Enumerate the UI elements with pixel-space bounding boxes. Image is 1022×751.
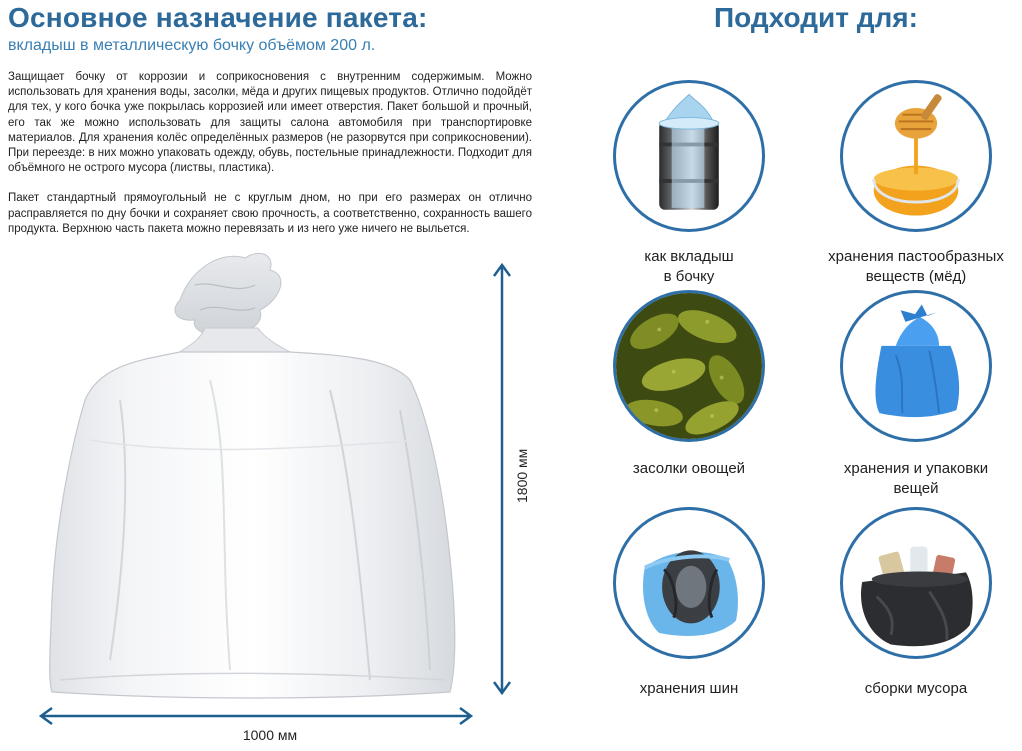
- description: [8, 70, 532, 252]
- item-label-things: хранения и упаковки вещей: [843, 460, 989, 497]
- suitable-for-title: Подходит для:: [714, 2, 918, 33]
- main-title: Основное назначение пакета:: [8, 2, 428, 33]
- height-arrow: [487, 262, 517, 696]
- blue-bag-icon: [840, 290, 992, 442]
- bag-illustration: [30, 240, 460, 710]
- subtitle: вкладыш в металлическую бочку объёмом 200 л.: [8, 37, 376, 54]
- description-paragraph-2: Пакет стандартный прямоугольный не с круглым дном, но при его размерах он отлично расправляется по дну бочки и сохраняет свою прочность, а соответственно, сохранность вашего продукта. Верхнюю часть пакета можно перевязать и из него уже ничего не выльется.: [8, 192, 532, 235]
- width-label: 1000 мм: [242, 727, 298, 743]
- description-paragraph-1: Защищает бочку от коррозии и соприкосновения с внутренним содержимым. Можно использовать для хранения воды, засолки, мёда и других пищевых продуктов. Отлично подойдёт для тех, у кого бочка уже покрылась коррозией или имеет отверстия. Пакет большой и прочный, его так же можно использовать для защиты салона автомобиля при транспортировке материалов. Для хранения колёс определённых размеров (не разорвутся при соприкосновении). При переезде: в них можно упаковать одежду, обувь, постельные принадлежности. Подходит для объёмного не острого мусора (листвы, пластика).: [8, 71, 532, 175]
- width-arrow: [38, 706, 474, 726]
- honey-jar-icon: [840, 80, 992, 232]
- trash-bag-icon: [840, 507, 992, 659]
- barrel-liner-icon: [613, 80, 765, 232]
- item-label-barrel: как вкладыш в бочку: [644, 248, 734, 285]
- tire-bag-icon: [613, 507, 765, 659]
- height-label: 1800 мм: [514, 448, 530, 503]
- item-label-trash: сборки мусора: [864, 680, 968, 697]
- item-label-honey: хранения пастообразных веществ (мёд): [828, 248, 1004, 285]
- item-label-pickles: засолки овощей: [632, 460, 746, 477]
- item-label-tires: хранения шин: [639, 680, 739, 697]
- pickles-icon: [613, 290, 765, 442]
